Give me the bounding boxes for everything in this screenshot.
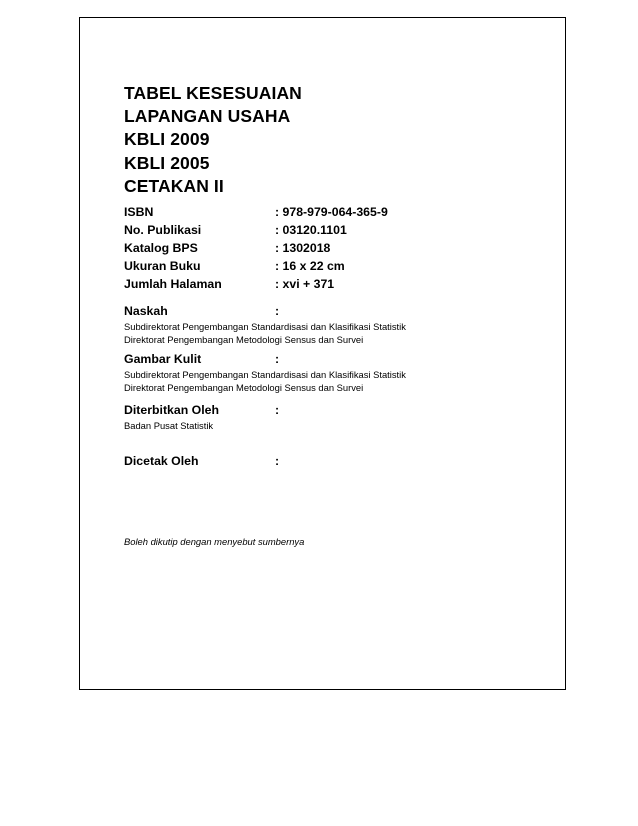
info-value: : 16 x 22 cm bbox=[275, 259, 345, 273]
info-value: : xvi + 371 bbox=[275, 277, 335, 291]
info-label: Katalog BPS bbox=[124, 241, 198, 255]
section-diterbitkan-oleh bbox=[124, 402, 279, 432]
section-naskah bbox=[124, 303, 406, 347]
info-value: : 03120.1101 bbox=[275, 223, 347, 237]
info-label: Jumlah Halaman bbox=[124, 277, 222, 291]
section-line: Direktorat Pengembangan Metodologi Sensus dan Survei bbox=[124, 382, 364, 394]
title-line-3: KBLI 2009 bbox=[124, 129, 210, 150]
section-line: Subdirektorat Pengembangan Standardisasi dan Klasifikasi Statistik bbox=[124, 321, 406, 332]
info-value: : 1302018 bbox=[275, 241, 331, 255]
section-text bbox=[124, 368, 406, 395]
info-row-publication-number bbox=[124, 221, 388, 239]
page-frame bbox=[79, 17, 566, 690]
title-line-4: KBLI 2005 bbox=[124, 152, 210, 173]
section-label: Dicetak Oleh bbox=[124, 454, 199, 468]
section-gambar-kulit bbox=[124, 351, 406, 395]
info-label: Ukuran Buku bbox=[124, 259, 201, 273]
info-row-page-count bbox=[124, 275, 388, 293]
section-text bbox=[124, 320, 406, 347]
title-line-5: CETAKAN II bbox=[124, 175, 224, 196]
section-label: Naskah bbox=[124, 304, 168, 318]
info-row-isbn bbox=[124, 203, 388, 221]
section-colon: : bbox=[275, 304, 280, 318]
publication-info bbox=[124, 203, 388, 293]
section-dicetak-oleh bbox=[124, 453, 279, 469]
document-title bbox=[124, 82, 302, 198]
section-line: Subdirektorat Pengembangan Standardisasi dan Klasifikasi Statistik bbox=[124, 369, 406, 380]
section-colon: : bbox=[275, 454, 280, 468]
section-heading bbox=[124, 303, 406, 319]
info-label: ISBN bbox=[124, 205, 154, 219]
section-line: Direktorat Pengembangan Metodologi Sensus dan Survei bbox=[124, 334, 364, 346]
info-row-book-size bbox=[124, 257, 388, 275]
section-heading bbox=[124, 453, 279, 469]
info-label: No. Publikasi bbox=[124, 223, 202, 237]
title-line-1: TABEL KESESUAIAN bbox=[124, 83, 302, 103]
title-line-2: LAPANGAN USAHA bbox=[124, 106, 291, 127]
section-heading bbox=[124, 402, 279, 418]
section-line: Badan Pusat Statistik bbox=[124, 420, 214, 431]
section-colon: : bbox=[275, 352, 280, 366]
citation-note: Boleh dikutip dengan menyebut sumbernya bbox=[124, 536, 305, 547]
section-label: Gambar Kulit bbox=[124, 352, 202, 366]
section-label: Diterbitkan Oleh bbox=[124, 403, 219, 417]
section-heading bbox=[124, 351, 406, 367]
section-colon: : bbox=[275, 403, 280, 417]
info-row-catalog bbox=[124, 239, 388, 257]
section-text bbox=[124, 419, 279, 432]
info-value: : 978-979-064-365-9 bbox=[275, 205, 388, 219]
